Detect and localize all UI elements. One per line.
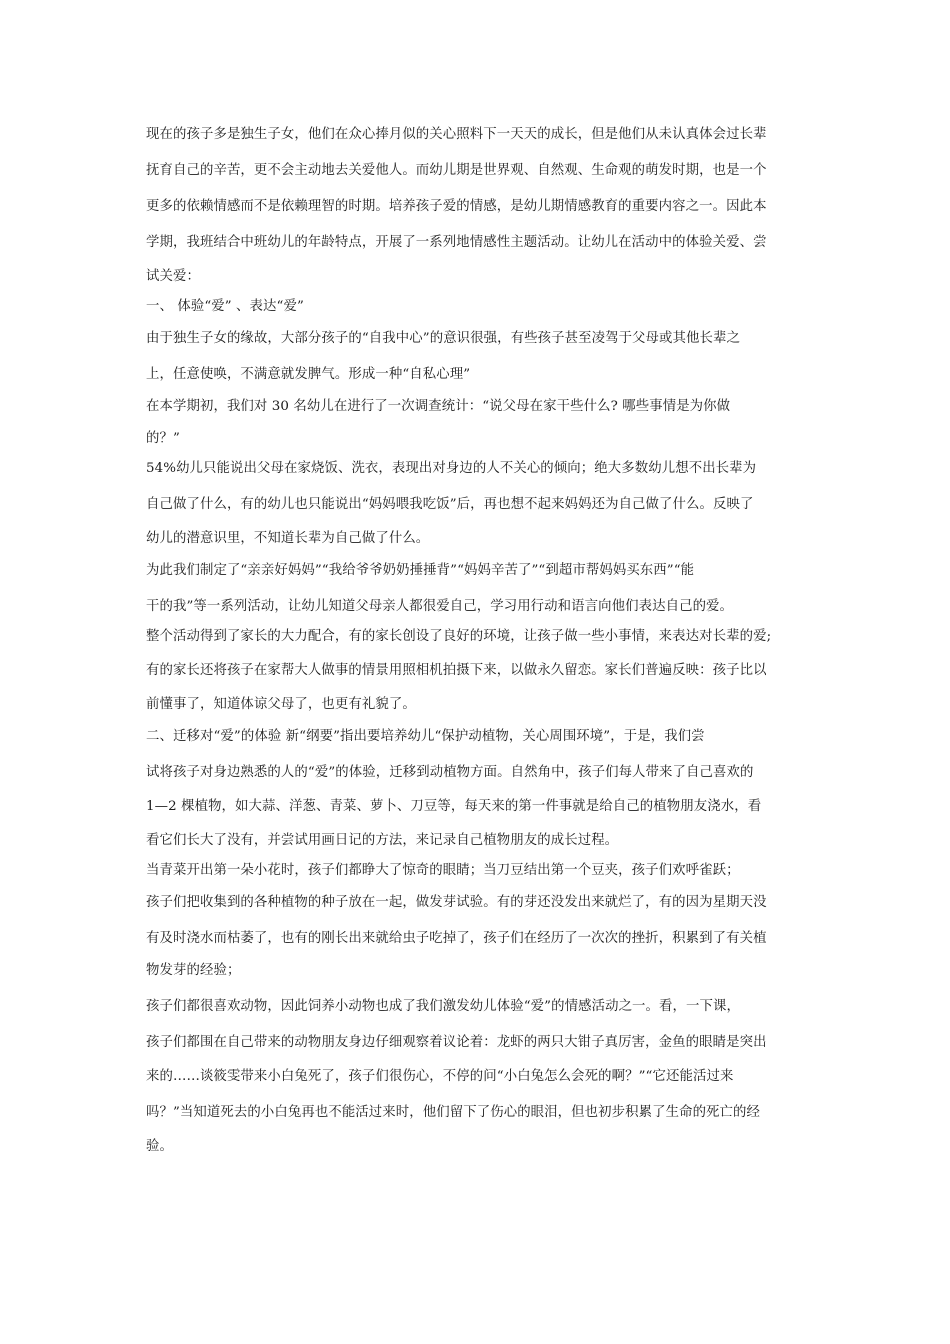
paragraph-line: 由于独生子女的缘故，大部分孩子的“自我中心”的意识很强，有些孩子甚至凌驾于父母或其他长辈之 xyxy=(146,331,740,346)
paragraph-line: 的？” xyxy=(146,431,180,446)
paragraph-line: 54%幼儿只能说出父母在家烧饭、洗衣，表现出对身边的人不关心的倾向；绝大多数幼儿想不出长辈为 xyxy=(146,461,757,476)
paragraph-line: 孩子们都围在自己带来的动物朋友身边仔细观察着议论着：龙虾的两只大钳子真厉害，金鱼的眼睛是突出 xyxy=(146,1035,767,1050)
paragraph-line: 干的我”等一系列活动，让幼儿知道父母亲人都很爱自己，学习用行动和语言向他们表达自己的爱。 xyxy=(146,599,734,614)
paragraph-line: 幼儿的潜意识里，不知道长辈为自己做了什么。 xyxy=(146,531,430,546)
paragraph-line: 试关爱： xyxy=(146,269,200,284)
paragraph-line: 整个活动得到了家长的大力配合，有的家长创设了良好的环境，让孩子做一些小事情，来表达对长辈的爱; xyxy=(146,629,772,644)
paragraph-line: 试将孩子对身边熟悉的人的“爱”的体验，迁移到动植物方面。自然角中，孩子们每人带来了自己喜欢的 xyxy=(146,765,754,780)
paragraph-line: 吗？”当知道死去的小白兔再也不能活过来时，他们留下了伤心的眼泪，但也初步积累了生命的死亡的经 xyxy=(146,1105,761,1120)
paragraph-line: 1—2 棵植物，如大蒜、洋葱、青菜、萝卜、刀豆等，每天来的第一件事就是给自己的植物朋友浇水，看 xyxy=(146,799,762,814)
paragraph-line: 自己做了什么，有的幼儿也只能说出“妈妈喂我吃饭”后，再也想不起来妈妈还为自己做了什么。反映了 xyxy=(146,497,754,512)
paragraph-line: 在本学期初，我们对 30 名幼儿在进行了一次调查统计：“说父母在家干些什么? 哪些事情是为你做 xyxy=(146,399,731,414)
section-heading: 一、 体验“爱” 、表达“爱” xyxy=(146,299,304,314)
paragraph-line: 有的家长还将孩子在家帮大人做事的情景用照相机拍摄下来，以做永久留恋。家长们普遍反映：孩子比以 xyxy=(146,663,767,678)
paragraph-line: 现在的孩子多是独生子女，他们在众心捧月似的关心照料下一天天的成长，但是他们从未认真体会过长辈 xyxy=(146,127,767,142)
section-heading: 二、迁移对“爱”的体验 新“纲要”指出要培养幼儿“保护动植物，关心周围环境”，于是，我们尝 xyxy=(146,729,705,744)
paragraph-line: 上，任意使唤，不满意就发脾气。形成一种“自私心理” xyxy=(146,367,471,382)
paragraph-line: 有及时浇水而枯萎了，也有的刚长出来就给虫子吃掉了，孩子们在经历了一次次的挫折，积累到了有关植 xyxy=(146,931,767,946)
paragraph-line: 物发芽的经验； xyxy=(146,963,241,978)
paragraph-line: 孩子们都很喜欢动物，因此饲养小动物也成了我们激发幼儿体验“爱”的情感活动之一。看，一下课， xyxy=(146,999,740,1014)
paragraph-line: 前懂事了，知道体谅父母了，也更有礼貌了。 xyxy=(146,697,416,712)
paragraph-line: 验。 xyxy=(146,1139,173,1154)
paragraph-line: 看它们长大了没有，并尝试用画日记的方法，来记录自己植物朋友的成长过程。 xyxy=(146,833,619,848)
paragraph-line: 学期，我班结合中班幼儿的年龄特点，开展了一系列地情感性主题活动。让幼儿在活动中的体验关爱、尝 xyxy=(146,235,767,250)
paragraph-line: 来的……谈筱雯带来小白兔死了，孩子们很伤心，不停的问“小白兔怎么会死的啊？”“它还能活过来 xyxy=(146,1069,734,1084)
paragraph-line: 更多的依赖情感而不是依赖理智的时期。培养孩子爱的情感，是幼儿期情感教育的重要内容之一。因此本 xyxy=(146,199,767,214)
paragraph-line: 抚育自己的辛苦，更不会主动地去关爱他人。而幼儿期是世界观、自然观、生命观的萌发时期，也是一个 xyxy=(146,163,767,178)
paragraph-line: 为此我们制定了“亲亲好妈妈”“我给爷爷奶奶捶捶背”“妈妈辛苦了”“到超市帮妈妈买东西”“能 xyxy=(146,563,695,578)
paragraph-line: 孩子们把收集到的各种植物的种子放在一起，做发芽试验。有的芽还没发出来就烂了，有的因为星期天没 xyxy=(146,895,767,910)
paragraph-line: 当青菜开出第一朵小花时，孩子们都睁大了惊奇的眼睛；当刀豆结出第一个豆夹，孩子们欢呼雀跃； xyxy=(146,863,740,878)
